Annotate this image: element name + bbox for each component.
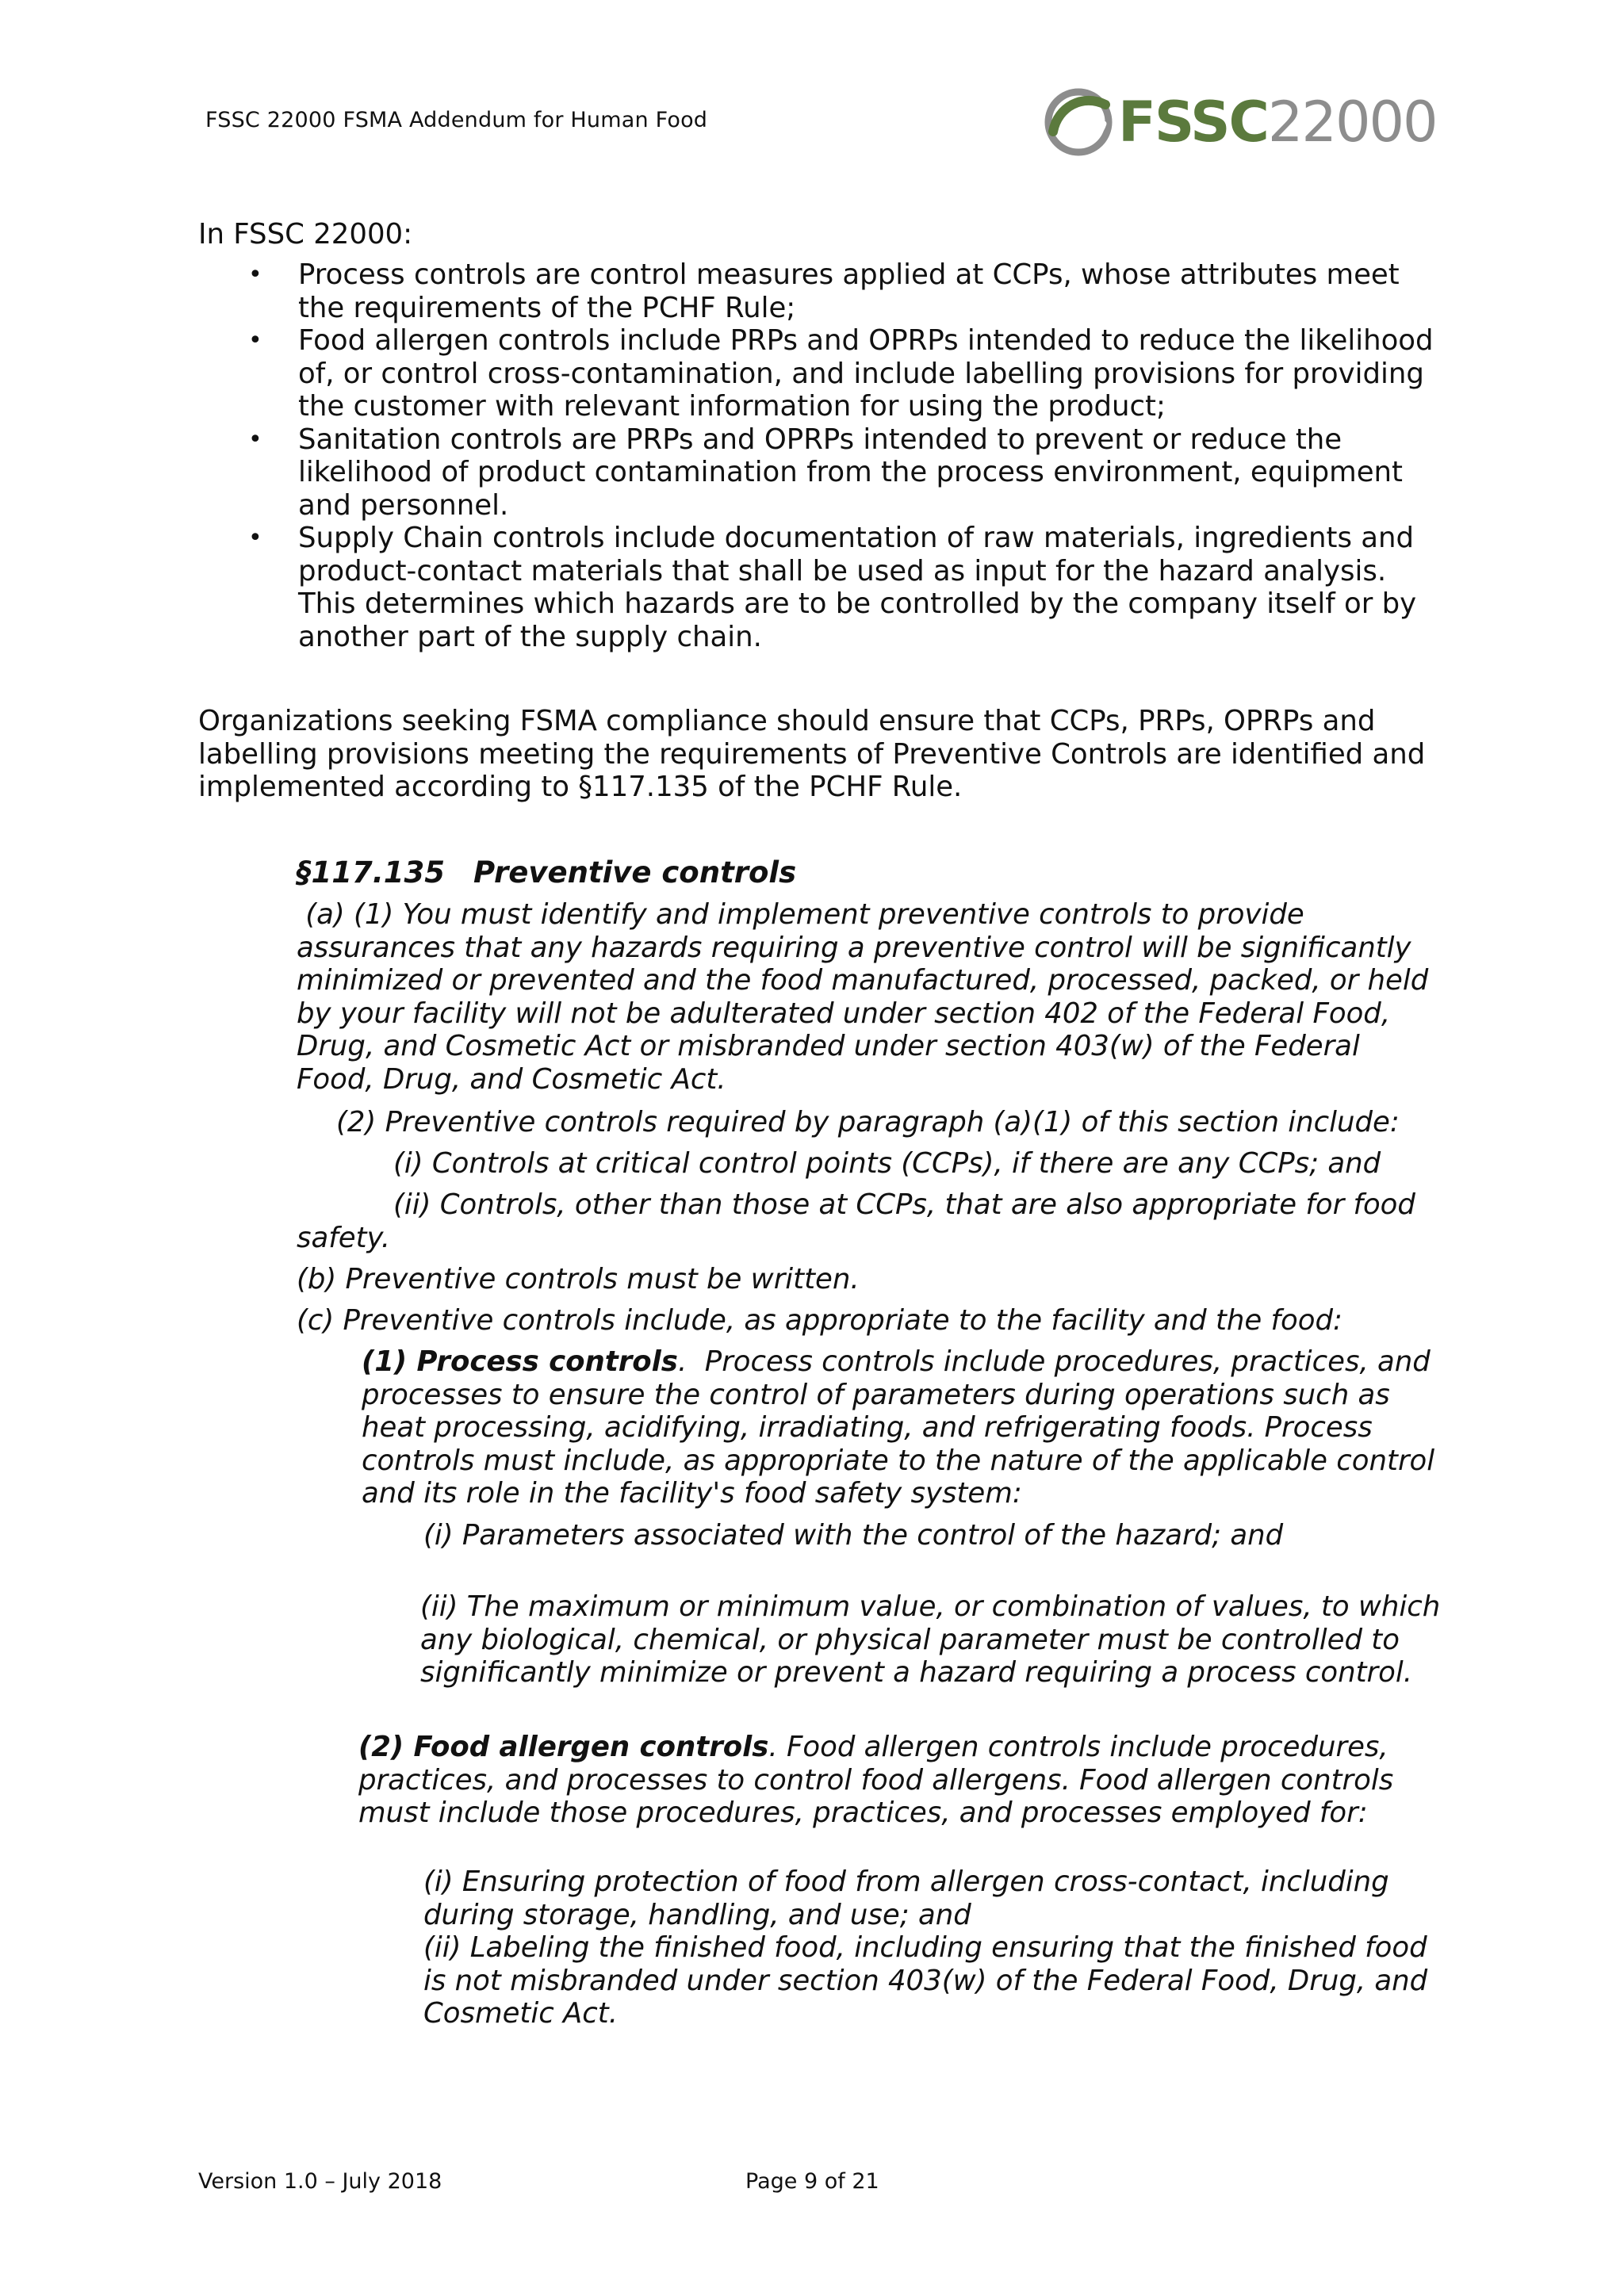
process-controls-lead: (1) Process controls xyxy=(362,1345,678,1378)
regulation-paragraph-c: (c) Preventive controls include, as appropriate to the facility and the food: xyxy=(297,1304,1342,1337)
bullet-item-supply-chain-controls xyxy=(198,522,1435,653)
regulation-paragraph-c2 xyxy=(358,1731,1445,1830)
bullet-text: Food allergen controls include PRPs and OPRPs intended to reduce the likelihood of, or control cross-contamination, and include labelling provisions for providing the customer with relevant information for using the product; xyxy=(298,324,1434,423)
bullet-text: Supply Chain controls include documentation of raw materials, ingredients and product-contact materials that shall be used as input for the hazard analysis. This determines which hazards are to be controlled by the company itself or by another part of the supply chain. xyxy=(298,522,1417,653)
regulation-paragraph-c1-ii: (ii) The maximum or minimum value, or combination of values, to which any biological, chemical, or physical parameter must be controlled to significantly minimize or prevent a hazard requiring a process control. xyxy=(420,1590,1441,1689)
bullet-item-food-allergen-controls xyxy=(198,324,1435,423)
section-title: Preventive controls xyxy=(473,855,797,890)
footer-version: Version 1.0 – July 2018 xyxy=(198,2169,442,2194)
food-allergen-controls-text: . Food allergen controls include procedures, practices, and processes to control food allergens. Food allergen controls must include those procedures, practices, and processes employed for: xyxy=(358,1731,1394,1829)
logo-wordmark-fssc: FSSC xyxy=(1118,90,1268,155)
regulation-section-heading xyxy=(297,856,796,890)
process-controls-text: . Process controls include procedures, practices, and processes to ensure the control of parameters during operations such as heat processing, acidifying, irradiating, and refrigerating foods. Process controls must include, as appropriate to the nature of the applicable control and its role in the facility's food safety system: xyxy=(362,1345,1444,1510)
regulation-paragraph-a2-i: (i) Controls at critical control points (CCPs), if there are any CCPs; and xyxy=(393,1147,1381,1180)
fssc-swirl-icon xyxy=(1042,82,1115,162)
fssc-logo xyxy=(1042,82,1437,162)
logo-wordmark-number: 22000 xyxy=(1267,90,1437,155)
regulation-paragraph-c2-items xyxy=(423,1866,1454,2030)
compliance-paragraph: Organizations seeking FSMA compliance should ensure that CCPs, PRPs, OPRPs and labelling provisions meeting the requirements of Preventive Controls are identified and implemented according to §117.135 of the PCHF Rule. xyxy=(198,705,1426,803)
bullet-dot-icon: • xyxy=(248,524,262,552)
intro-bullet-list xyxy=(198,258,1435,653)
bullet-text: Process controls are control measures applied at CCPs, whose attributes meet the requirements of the PCHF Rule; xyxy=(298,258,1400,324)
food-allergen-controls-lead: (2) Food allergen controls xyxy=(358,1731,769,1763)
intro-label: In FSSC 22000: xyxy=(198,218,413,251)
bullet-text: Sanitation controls are PRPs and OPRPs intended to prevent or reduce the likelihood of product contamination from the process environment, equipment and personnel. xyxy=(298,423,1403,522)
document-header-title: FSSC 22000 FSMA Addendum for Human Food xyxy=(205,108,708,132)
regulation-paragraph-c2-i: (i) Ensuring protection of food from allergen cross-contact, including during storage, handling, and use; and xyxy=(423,1866,1389,1931)
bullet-dot-icon: • xyxy=(248,261,262,289)
regulation-paragraph-c1-i: (i) Parameters associated with the control of the hazard; and xyxy=(423,1519,1284,1552)
logo-wordmark xyxy=(1118,90,1437,154)
regulation-paragraph-a1: (a) (1) You must identify and implement preventive controls to provide assurances that any hazards requiring a preventive control will be significantly minimized or prevented and the food manufactured, processed, packed, or held by your facility will not be adulterated under section 402 of the Federal Food, Drug, and Cosmetic Act or misbranded under section 403(w) of the Federal Food, Drug, and Cosmetic Act. xyxy=(297,898,1438,1096)
bullet-dot-icon: • xyxy=(248,327,262,354)
regulation-paragraph-c1 xyxy=(362,1345,1444,1510)
regulation-paragraph-a2: (2) Preventive controls required by paragraph (a)(1) of this section include: xyxy=(336,1106,1400,1138)
footer-page-number: Page 9 of 21 xyxy=(745,2169,879,2194)
regulation-paragraph-b: (b) Preventive controls must be written. xyxy=(297,1263,860,1295)
section-number: §117.135 xyxy=(297,855,446,890)
bullet-item-process-controls xyxy=(198,258,1435,324)
bullet-item-sanitation-controls xyxy=(198,423,1435,522)
regulation-paragraph-c2-ii: (ii) Labeling the finished food, including ensuring that the finished food is not misbranded under section 403(w) of the Federal Food, Drug, and Cosmetic Act. xyxy=(423,1931,1428,2030)
regulation-paragraph-a2-ii: (ii) Controls, other than those at CCPs, that are also appropriate for food safety. xyxy=(297,1188,1415,1254)
bullet-dot-icon: • xyxy=(248,425,262,453)
